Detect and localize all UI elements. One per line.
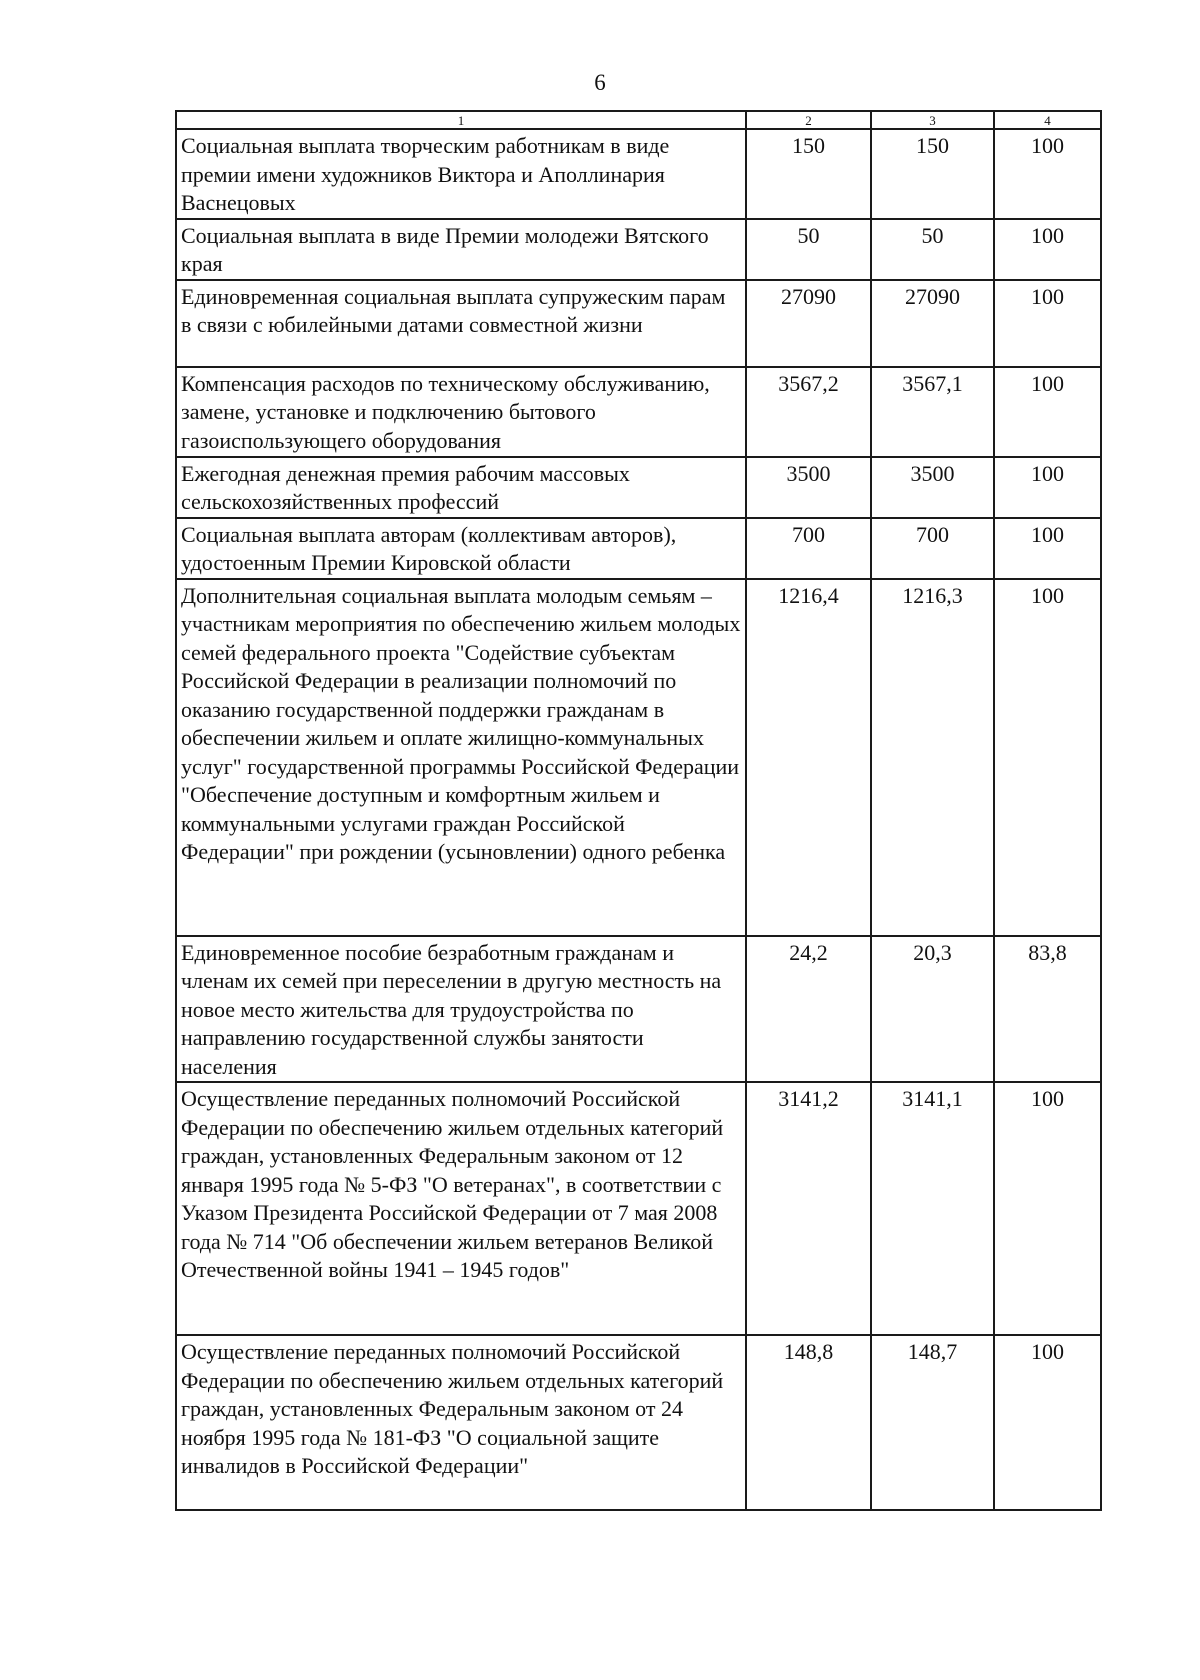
table-row: [176, 579, 1101, 936]
row-value-col4: 100: [994, 579, 1101, 936]
row-value-col4: 100: [994, 129, 1101, 219]
row-name: Осуществление переданных полномочий Российской Федерации по обеспечению жильем отдельных категорий граждан, установленных Федеральным законом от 24 ноября 1995 года № 181-ФЗ "О социальной защите инвалидов в Российской Федерации": [176, 1335, 746, 1510]
table-row: [176, 457, 1101, 518]
row-value-col2: 50: [746, 219, 871, 280]
page-number: 6: [594, 70, 606, 95]
table-row: [176, 219, 1101, 280]
data-table: [175, 110, 1102, 1511]
row-value-col4: 100: [994, 1335, 1101, 1510]
column-header: 1: [176, 111, 746, 129]
row-value-col2: 700: [746, 518, 871, 579]
column-header: 2: [746, 111, 871, 129]
row-value-col2: 148,8: [746, 1335, 871, 1510]
row-value-col3: 3141,1: [871, 1082, 994, 1335]
row-name: Единовременная социальная выплата супружеским парам в связи с юбилейными датами совместной жизни: [176, 280, 746, 367]
row-value-col2: 3567,2: [746, 367, 871, 457]
row-name: Ежегодная денежная премия рабочим массовых сельскохозяйственных профессий: [176, 457, 746, 518]
row-value-col2: 1216,4: [746, 579, 871, 936]
table-row: [176, 1335, 1101, 1510]
table-row: [176, 129, 1101, 219]
row-value-col3: 50: [871, 219, 994, 280]
row-value-col4: 100: [994, 219, 1101, 280]
row-name: Компенсация расходов по техническому обслуживанию, замене, установке и подключению бытового газоиспользующего оборудования: [176, 367, 746, 457]
row-value-col4: 100: [994, 457, 1101, 518]
row-name: Социальная выплата творческим работникам в виде премии имени художников Виктора и Аполлинария Васнецовых: [176, 129, 746, 219]
row-value-col2: 24,2: [746, 936, 871, 1083]
row-value-col3: 148,7: [871, 1335, 994, 1510]
row-value-col2: 27090: [746, 280, 871, 367]
table-row: [176, 518, 1101, 579]
row-value-col3: 1216,3: [871, 579, 994, 936]
table-header-row: [176, 111, 1101, 129]
table-row: [176, 367, 1101, 457]
row-value-col2: 150: [746, 129, 871, 219]
row-value-col4: 100: [994, 518, 1101, 579]
row-name: Социальная выплата авторам (коллективам авторов), удостоенным Премии Кировской области: [176, 518, 746, 579]
row-name: Социальная выплата в виде Премии молодежи Вятского края: [176, 219, 746, 280]
row-value-col4: 83,8: [994, 936, 1101, 1083]
row-name: Дополнительная социальная выплата молодым семьям – участникам мероприятия по обеспечению жильем молодых семей федерального проекта "Содействие субъектам Российской Федерации в реализации полномочий по оказанию государственной поддержки гражданам в обеспечении жильем и оплате жилищно-коммунальных услуг" государственной программы Российской Федерации "Обеспечение доступным и комфортным жильем и коммунальными услугами граждан Российской Федерации" при рождении (усыновлении) одного ребенка: [176, 579, 746, 936]
row-value-col3: 3567,1: [871, 367, 994, 457]
table-row: [176, 936, 1101, 1083]
row-value-col3: 27090: [871, 280, 994, 367]
table-row: [176, 1082, 1101, 1335]
column-header: 3: [871, 111, 994, 129]
row-value-col3: 20,3: [871, 936, 994, 1083]
column-header: 4: [994, 111, 1101, 129]
row-value-col3: 700: [871, 518, 994, 579]
row-value-col2: 3500: [746, 457, 871, 518]
row-value-col4: 100: [994, 367, 1101, 457]
row-value-col3: 3500: [871, 457, 994, 518]
row-name: Единовременное пособие безработным гражданам и членам их семей при переселении в другую местность на новое место жительства для трудоустройства по направлению государственной службы занятости населения: [176, 936, 746, 1083]
row-name: Осуществление переданных полномочий Российской Федерации по обеспечению жильем отдельных категорий граждан, установленных Федеральным законом от 12 января 1995 года № 5-ФЗ "О ветеранах", в соответствии с Указом Президента Российской Федерации от 7 мая 2008 года № 714 "Об обеспечении жильем ветеранов Великой Отечественной войны 1941 – 1945 годов": [176, 1082, 746, 1335]
row-value-col4: 100: [994, 1082, 1101, 1335]
row-value-col2: 3141,2: [746, 1082, 871, 1335]
row-value-col3: 150: [871, 129, 994, 219]
row-value-col4: 100: [994, 280, 1101, 367]
table-row: [176, 280, 1101, 367]
